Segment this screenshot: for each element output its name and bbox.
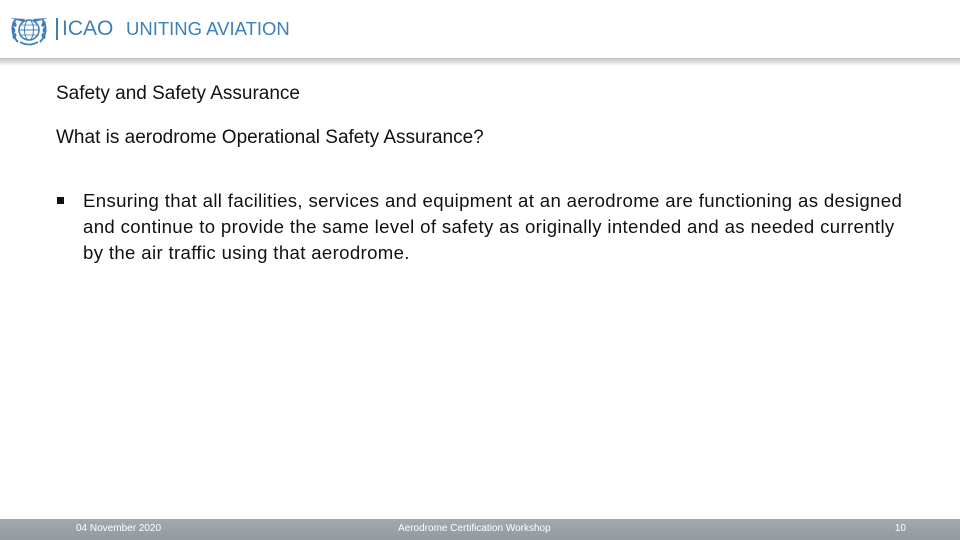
brand-name: ICAO [62,17,114,40]
slide-header [0,0,960,58]
footer-page-number: 10 [894,523,906,534]
bullet-text: Ensuring that all facilities, services and equipment at an aerodrome are functioning as designed and continue to provide the same level of safety as originally intended and as needed currently by the air traffic using that aerodrome. [83,190,903,263]
brand-divider [56,18,58,40]
header-shadow [0,58,960,66]
footer-date: 04 November 2020 [76,523,162,534]
slide-question: What is aerodrome Operational Safety Assurance? [56,127,484,148]
icao-emblem-icon [10,11,48,47]
footer-event-name: Aerodrome Certification Workshop [398,523,551,534]
bullet-item [56,188,906,266]
square-bullet-icon [57,197,64,204]
brand-slogan: UNITING AVIATION [126,18,290,39]
section-title: Safety and Safety Assurance [56,83,300,104]
bullet-list [56,188,906,266]
